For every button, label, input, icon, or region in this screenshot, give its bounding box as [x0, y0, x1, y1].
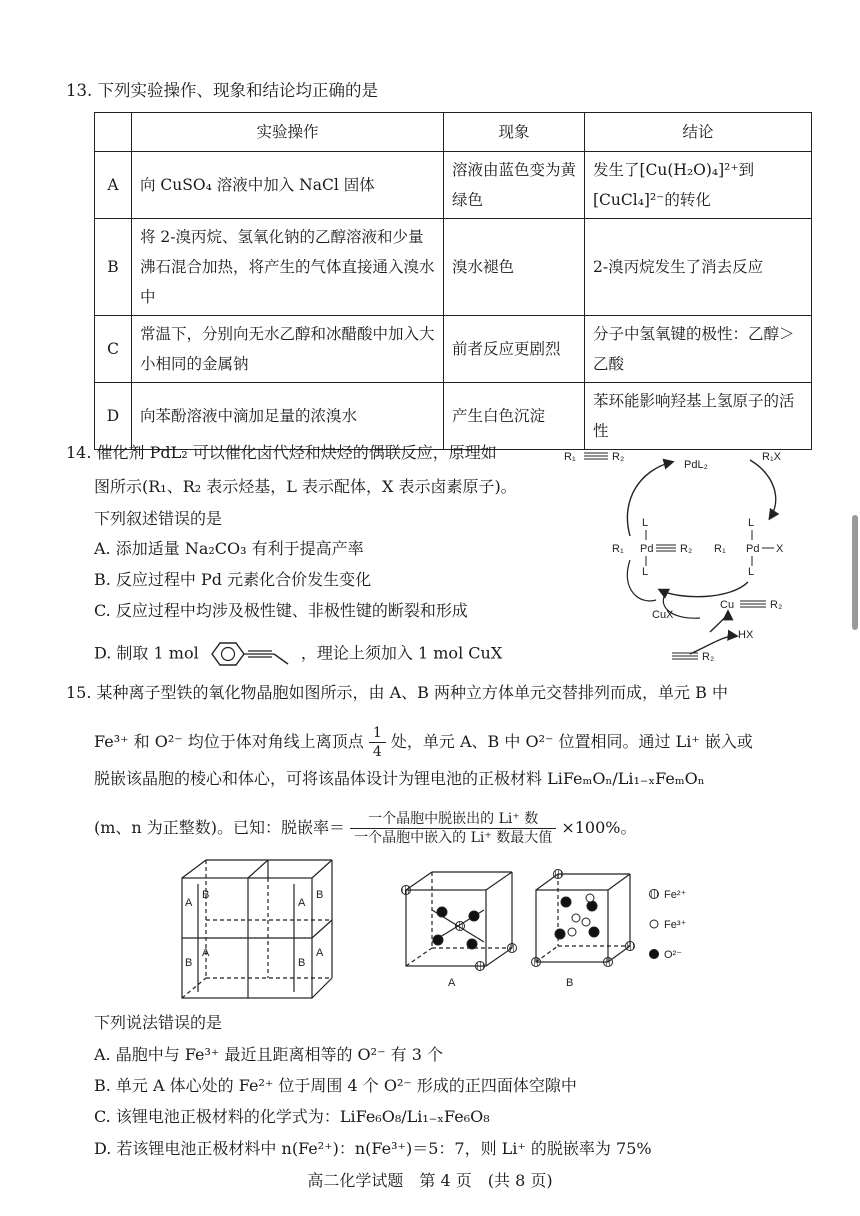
- row-phenomenon: 溶液由蓝色变为黄绿色: [444, 152, 585, 219]
- fe2-atom: [476, 962, 485, 971]
- o2-atom: [555, 929, 565, 939]
- cube-b-label: B: [566, 977, 574, 989]
- q15-prompt: 下列说法错误的是: [94, 1013, 223, 1032]
- header-conclusion: 结论: [585, 113, 812, 152]
- legend-fe2-label: Fe²⁺: [664, 889, 687, 901]
- label-l-right-bottom: L: [748, 566, 755, 578]
- row-option: A: [95, 152, 132, 219]
- label-hx: HX: [738, 629, 754, 641]
- label-x-right: X: [776, 543, 784, 555]
- q15-option-a: A. 晶胞中与 Fe³⁺ 最近且距离相等的 O²⁻ 有 3 个: [94, 1045, 443, 1064]
- table-row: [95, 152, 812, 219]
- o2-atom: [467, 939, 477, 949]
- label-l-left-top: L: [642, 517, 649, 529]
- q14-line2: 图所示(R₁、R₂ 表示烃基，L 表示配体，X 表示卤素原子)。: [94, 477, 517, 496]
- row-conclusion: 苯环能影响羟基上氢原子的活性: [585, 383, 812, 450]
- fraction-numerator: 1: [369, 724, 386, 743]
- o2-atom: [587, 901, 597, 911]
- label-r1-top: R₁: [564, 451, 576, 463]
- label-l-right-top: L: [748, 517, 755, 529]
- fraction-denominator: 4: [372, 744, 382, 760]
- label-pd-left: Pd: [640, 543, 654, 555]
- q15-line2: [94, 724, 753, 761]
- label-b-2: B: [316, 889, 324, 901]
- table-header-row: [95, 113, 812, 152]
- row-operation: 向苯酚溶液中滴加足量的浓溴水: [132, 383, 444, 450]
- unit-cells-ab-figure: [396, 860, 726, 995]
- row-phenomenon: 前者反应更剧烈: [444, 316, 585, 383]
- fe3-atom: [568, 928, 576, 936]
- row-option: D: [95, 383, 132, 450]
- label-l-left-bottom: L: [642, 566, 649, 578]
- label-r1x: R₁X: [762, 451, 781, 463]
- row-conclusion: 发生了[Cu(H₂O)₄]²⁺到[CuCl₄]²⁻的转化: [585, 152, 812, 219]
- q15-line1: 15. 某种离子型铁的氧化物晶胞如图所示，由 A、B 两种立方体单元交替排列而成，单元 B 中: [66, 683, 728, 702]
- scrollbar-thumb[interactable]: [852, 515, 858, 630]
- fe2-atom: [508, 944, 517, 953]
- label-pdl2: PdL₂: [684, 459, 708, 471]
- fe2-atom: [626, 942, 635, 951]
- q14-option-d-post: ，理论上须加入 1 mol CuX: [300, 643, 503, 663]
- q14-option-b: B. 反应过程中 Pd 元素化合价发生变化: [94, 570, 372, 589]
- fe2-atom: [456, 922, 465, 931]
- row-option: B: [95, 219, 132, 316]
- q15-option-c: C. 该锂电池正极材料的化学式为：LiFe₆O₈/Li₁₋ₓFe₆O₈: [94, 1107, 490, 1126]
- o2-atom: [433, 935, 443, 945]
- atom-legend: [649, 889, 687, 961]
- fe3-atom: [586, 894, 594, 902]
- legend-o2-label: O²⁻: [664, 949, 683, 961]
- label-a-1: A: [185, 897, 193, 909]
- row-operation: 将 2-溴丙烷、氢氧化钠的乙醇溶液和少量沸石混合加热，将产生的气体直接通入溴水中: [132, 219, 444, 316]
- q15-line4-post: ×100%。: [561, 818, 637, 837]
- q15-option-b: B. 单元 A 体心处的 Fe²⁺ 位于周围 4 个 O²⁻ 形成的正四面体空隙中: [94, 1076, 577, 1095]
- row-conclusion: 2-溴丙烷发生了消去反应: [585, 219, 812, 316]
- row-operation: 常温下，分别向无水乙醇和冰醋酸中加入大小相同的金属钠: [132, 316, 444, 383]
- label-pd-right: Pd: [746, 543, 760, 555]
- o2-atom: [437, 907, 447, 917]
- label-a-2: A: [298, 897, 306, 909]
- q13-title: 13. 下列实验操作、现象和结论均正确的是: [66, 81, 378, 100]
- fe2-atom: [604, 958, 613, 967]
- phenylpropyne-structure-icon: [204, 640, 296, 668]
- label-r2-cu: R₂: [770, 599, 783, 611]
- row-option: C: [95, 316, 132, 383]
- label-r2-top: R₂: [612, 451, 625, 463]
- label-b-1: B: [202, 889, 210, 901]
- legend-fe2-icon: [650, 890, 659, 899]
- page-footer: 高二化学试题 第 4 页 (共 8 页): [307, 1171, 553, 1190]
- q15-option-d: D. 若该锂电池正极材料中 n(Fe²⁺)：n(Fe³⁺)＝5：7，则 Li⁺ 的脱嵌率为 75%: [94, 1139, 652, 1158]
- q14-option-d-pre: D. 制取 1 mol: [94, 643, 199, 663]
- header-empty: [95, 113, 132, 152]
- header-phenomenon: 现象: [444, 113, 585, 152]
- label-cux: CuX: [652, 609, 674, 621]
- row-phenomenon: 溴水褪色: [444, 219, 585, 316]
- label-cu: Cu: [720, 599, 735, 611]
- q14-option-c: C. 反应过程中均涉及极性键、非极性键的断裂和形成: [94, 601, 468, 620]
- o2-atom: [561, 897, 571, 907]
- q14-line1: 14. 催化剂 PdL₂ 可以催化卤代烃和炔烃的偶联反应，原理如: [66, 443, 497, 462]
- table-row: [95, 316, 812, 383]
- label-r1-right: R₁: [714, 543, 726, 555]
- delithiation-rate-fraction: [350, 810, 556, 847]
- q15-line2-pre: Fe³⁺ 和 O²⁻ 均位于体对角线上离顶点: [94, 732, 364, 751]
- q14-option-a: A. 添加适量 Na₂CO₃ 有利于提高产率: [94, 539, 364, 558]
- fe3-atom: [582, 918, 590, 926]
- q14-prompt: 下列叙述错误的是: [94, 509, 223, 528]
- fe2-atom: [402, 886, 411, 895]
- label-r2-bottom: R₂: [702, 651, 715, 663]
- label-b-4: B: [298, 957, 306, 969]
- o2-atom: [589, 927, 599, 937]
- table-row: [95, 219, 812, 316]
- row-phenomenon: 产生白色沉淀: [444, 383, 585, 450]
- legend-o2-icon: [649, 949, 659, 959]
- row-operation: 向 CuSO₄ 溶液中加入 NaCl 固体: [132, 152, 444, 219]
- fraction-one-quarter: [369, 724, 386, 761]
- q15-line4: [94, 810, 636, 847]
- row-conclusion: 分子中氢氧键的极性：乙醇＞乙酸: [585, 316, 812, 383]
- catalytic-cycle-diagram: [560, 440, 830, 670]
- q14-option-d: [94, 640, 502, 668]
- q15-line2-post: 处，单元 A、B 中 O²⁻ 位置相同。通过 Li⁺ 嵌入或: [390, 732, 753, 751]
- legend-fe3-icon: [650, 920, 658, 928]
- crystal-cell-stack-figure: [176, 856, 346, 1006]
- fe2-atom: [554, 870, 563, 879]
- label-b-3: B: [185, 957, 193, 969]
- label-a-4: A: [316, 947, 324, 959]
- fe2-atom: [532, 958, 541, 967]
- fe3-atom: [572, 914, 580, 922]
- o2-atom: [469, 911, 479, 921]
- label-r1-left: R₁: [612, 543, 624, 555]
- rate-numerator: 一个晶胞中脱嵌出的 Li⁺ 数: [350, 810, 556, 829]
- q13-table: [94, 112, 812, 450]
- header-operation: 实验操作: [132, 113, 444, 152]
- q15-line4-pre: (m、n 为正整数)。已知：脱嵌率＝: [94, 818, 346, 837]
- q15-line3: 脱嵌该晶胞的棱心和体心，可将该晶体设计为锂电池的正极材料 LiFeₘOₙ/Li₁₋ₓFeₘOₙ: [94, 769, 705, 788]
- label-a-3: A: [202, 947, 210, 959]
- legend-fe3-label: Fe³⁺: [664, 919, 687, 931]
- cube-a-label: A: [448, 977, 456, 989]
- label-r2-left: R₂: [680, 543, 693, 555]
- rate-denominator: 一个晶胞中嵌入的 Li⁺ 数最大值: [354, 830, 553, 846]
